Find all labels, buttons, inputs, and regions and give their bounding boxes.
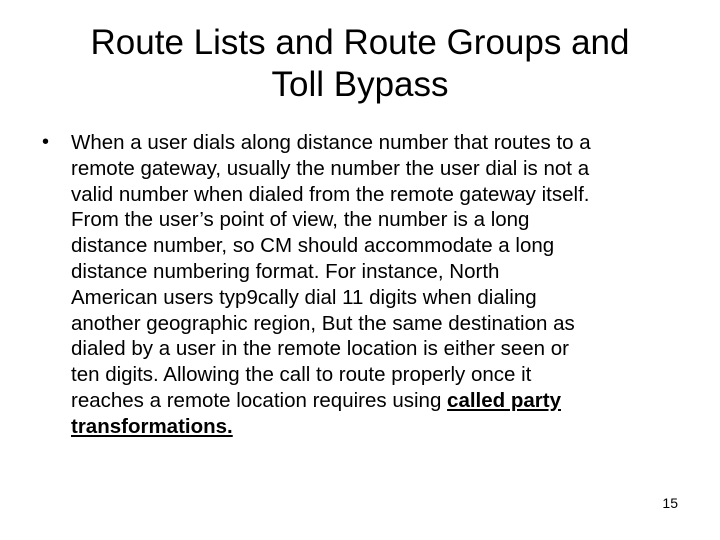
emphasis-transformations: transformations.: [71, 414, 233, 438]
bullet-line: From the user’s point of view, the number is a long: [71, 208, 530, 232]
bullet-line: valid number when dialed from the remote gateway itself.: [71, 182, 590, 206]
bullet-line: distance numbering format. For instance, North: [71, 259, 500, 283]
bullet-line: [71, 414, 680, 440]
slide-title-line-2: Toll Bypass: [271, 65, 449, 104]
page-number: 15: [662, 495, 678, 511]
bullet-item: [40, 130, 680, 440]
bullet-symbol: •: [42, 131, 50, 153]
bullet-line: distance number, so CM should accommodate a long: [71, 234, 555, 258]
bullet-line: dialed by a user in the remote location is either seen or: [71, 337, 569, 361]
bullet-line: ten digits. Allowing the call to route properly once it: [71, 363, 532, 387]
bullet-text: [71, 130, 680, 440]
bullet-line: American users typ9cally dial 11 digits when dialing: [71, 285, 537, 309]
bullet-line: When a user dials along distance number that routes to a: [71, 131, 591, 154]
slide-title: [40, 22, 680, 106]
bullet-line-prefix: reaches a remote location requires using: [71, 388, 448, 412]
bullet-line: another geographic region, But the same destination as: [71, 311, 575, 335]
bullet-line: [71, 388, 680, 414]
emphasis-called-party: called party: [447, 388, 561, 412]
slide-title-line-1: Route Lists and Route Groups and: [90, 23, 630, 62]
bullet-line: remote gateway, usually the number the user dial is not a: [71, 156, 590, 180]
slide-content: [40, 130, 680, 440]
